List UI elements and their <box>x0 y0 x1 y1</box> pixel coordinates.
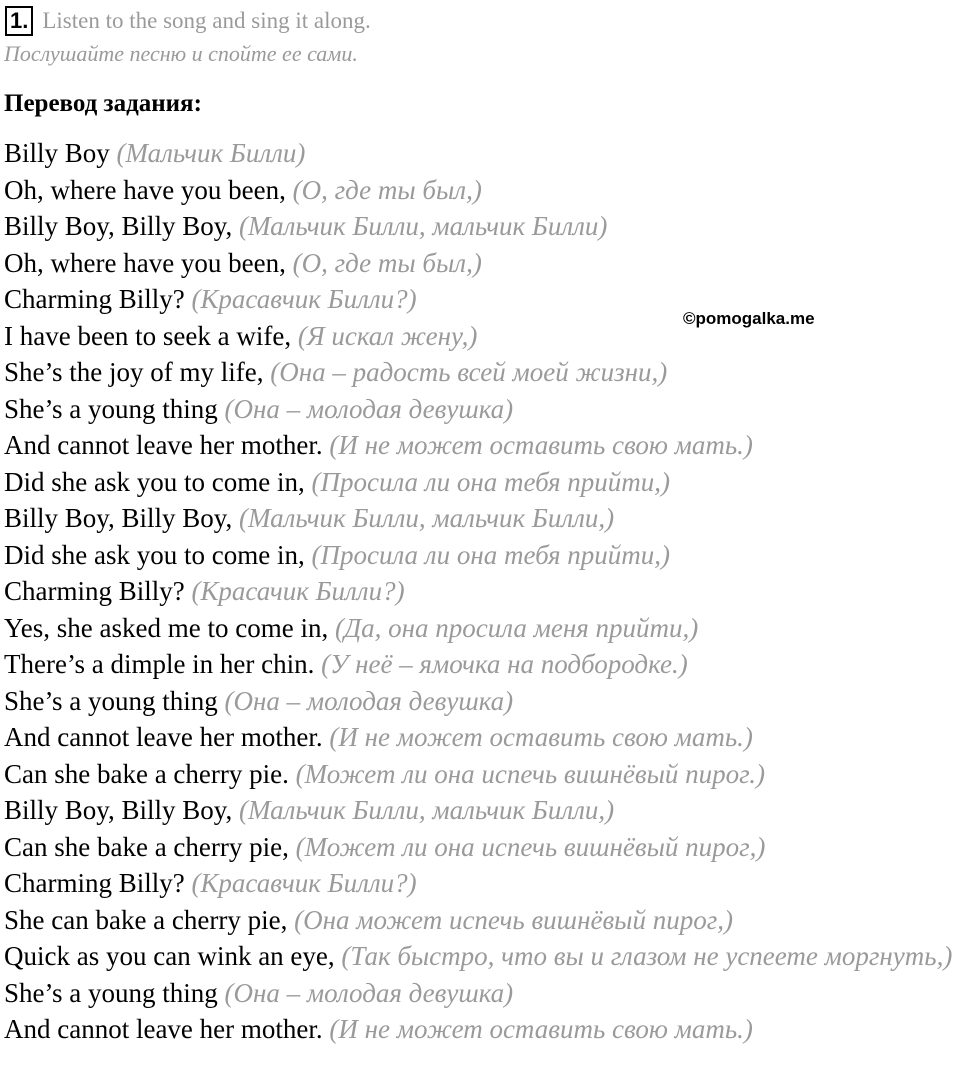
lyric-line <box>4 208 960 245</box>
lyrics-list <box>4 135 960 1048</box>
lyric-russian: (И не может оставить свою мать.) <box>329 430 753 460</box>
translation-heading: Перевод задания: <box>4 90 202 117</box>
lyric-english: She’s a young thing <box>4 393 218 424</box>
lyric-line <box>4 865 960 902</box>
lyric-russian: (И не может оставить свою мать.) <box>329 722 753 752</box>
lyric-english: Oh, where have you been, <box>4 174 286 205</box>
lyric-russian: (Просила ли она тебя прийти,) <box>311 539 671 570</box>
lyric-line <box>4 427 960 464</box>
lyric-line <box>4 756 960 793</box>
task-instruction-translation: Послушайте песню и спойте ее сами. <box>4 41 358 66</box>
lyric-russian: (Может ли она испечь вишнёвый пирог,) <box>295 831 766 862</box>
lyric-english: Quick as you can wink an eye, <box>4 941 335 971</box>
lyric-line <box>4 646 960 683</box>
lyric-line <box>4 318 960 355</box>
lyric-line <box>4 391 960 428</box>
lyric-line <box>4 573 960 610</box>
lyric-english: Charming Billy? <box>4 284 185 314</box>
lyric-russian: (Она может испечь вишнёвый пирог,) <box>294 904 733 935</box>
lyric-english: She’s a young thing <box>4 977 218 1008</box>
lyric-english: Can she bake a cherry pie. <box>4 758 289 789</box>
task-instruction: Listen to the song and sing it along. <box>42 8 371 33</box>
lyric-line <box>4 829 960 866</box>
lyric-line <box>4 902 960 939</box>
lyric-english: Yes, she asked me to come in, <box>4 612 329 643</box>
lyric-english: And cannot leave her mother. <box>4 430 323 460</box>
lyric-line <box>4 610 960 647</box>
lyric-line <box>4 500 960 537</box>
lyric-russian: (Она – молодая девушка) <box>224 393 514 424</box>
lyric-russian: (Красачик Билли?) <box>191 576 405 606</box>
lyric-english: Billy Boy <box>4 138 110 168</box>
lyric-english: And cannot leave her mother. <box>4 1014 323 1044</box>
lyric-line <box>4 245 960 282</box>
lyric-line <box>4 172 960 209</box>
lyric-english: Can she bake a cherry pie, <box>4 831 289 862</box>
lyric-russian: (Красавчик Билли?) <box>191 868 417 898</box>
lyric-line <box>4 792 960 829</box>
lyric-russian: (О, где ты был,) <box>292 247 482 278</box>
lyric-english: Billy Boy, Billy Boy, <box>4 795 233 825</box>
lyric-russian: (И не может оставить свою мать.) <box>329 1014 753 1044</box>
lyric-line <box>4 1011 960 1048</box>
lyric-russian: (Она – молодая девушка) <box>224 685 514 716</box>
lyric-russian: (О, где ты был,) <box>292 174 482 205</box>
lyric-russian: (Просила ли она тебя прийти,) <box>311 466 671 497</box>
lyric-russian: (Я искал жену,) <box>297 320 478 351</box>
watermark: ©pomogalka.me <box>683 309 815 328</box>
lyric-line <box>4 464 960 501</box>
lyric-english: Oh, where have you been, <box>4 247 286 278</box>
lyric-english: She can bake a cherry pie, <box>4 904 288 935</box>
lyric-line <box>4 719 960 756</box>
lyric-english: She’s the joy of my life, <box>4 357 264 387</box>
lyric-line <box>4 938 960 975</box>
lyric-english: Did she ask you to come in, <box>4 539 305 570</box>
lyric-russian: (Так быстро, что вы и глазом не успеете моргнуть,) <box>341 941 953 971</box>
lyric-russian: (У неё – ямочка на подбородке.) <box>321 649 688 679</box>
lyric-line <box>4 975 960 1012</box>
lyric-russian: (Красавчик Билли?) <box>191 284 417 314</box>
lyric-line <box>4 281 960 318</box>
lyric-english: Billy Boy, Billy Boy, <box>4 503 233 533</box>
lyric-russian: (Да, она просила меня прийти,) <box>334 612 699 643</box>
lyric-english: Did she ask you to come in, <box>4 466 305 497</box>
lyric-english: She’s a young thing <box>4 685 218 716</box>
lyric-russian: (Мальчик Билли, мальчик Билли,) <box>239 795 615 825</box>
lyric-english: I have been to seek a wife, <box>4 320 292 351</box>
lyric-russian: (Мальчик Билли, мальчик Билли) <box>239 211 608 241</box>
lyric-line <box>4 135 960 172</box>
lyric-russian: (Она – радость всей моей жизни,) <box>270 357 668 387</box>
lyric-line <box>4 537 960 574</box>
lyric-line <box>4 683 960 720</box>
task-header <box>5 4 371 38</box>
task-number-badge: 1. <box>5 6 33 36</box>
lyric-russian: (Может ли она испечь вишнёвый пирог.) <box>295 758 766 789</box>
lyric-russian: (Мальчик Билли, мальчик Билли,) <box>239 503 615 533</box>
lyric-english: Billy Boy, Billy Boy, <box>4 211 233 241</box>
lyric-english: And cannot leave her mother. <box>4 722 323 752</box>
lyric-russian: (Она – молодая девушка) <box>224 977 514 1008</box>
lyric-russian: (Мальчик Билли) <box>116 138 306 168</box>
lyric-english: There’s a dimple in her chin. <box>4 649 315 679</box>
lyric-english: Charming Billy? <box>4 868 185 898</box>
lyric-line <box>4 354 960 391</box>
lyric-english: Charming Billy? <box>4 576 185 606</box>
